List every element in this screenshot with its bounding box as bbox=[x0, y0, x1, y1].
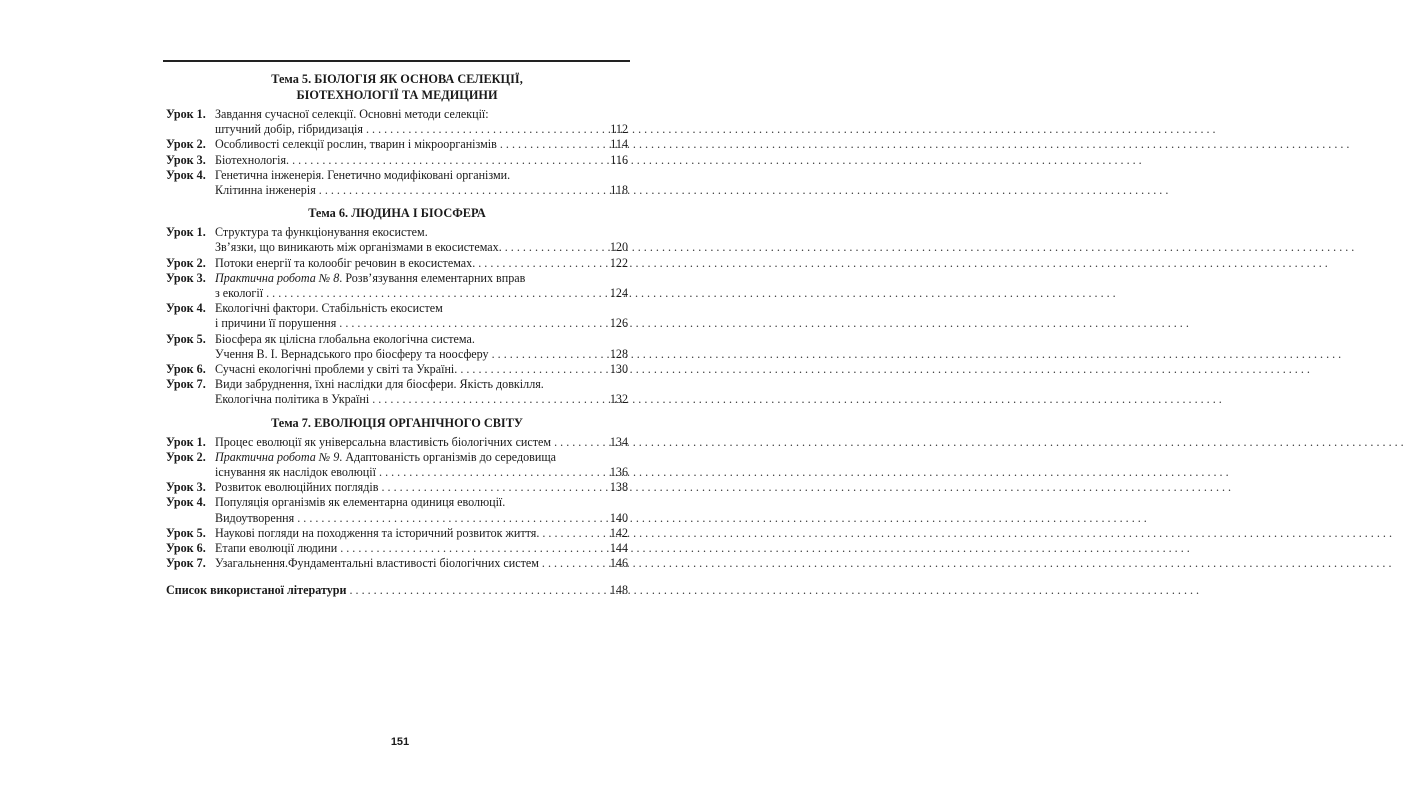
lesson-entry bbox=[166, 107, 628, 137]
lesson-page-number: 146 bbox=[609, 556, 628, 571]
lesson-label: Урок 2. bbox=[166, 137, 206, 152]
topic-title bbox=[166, 205, 628, 221]
lesson-text-part: . Адаптованість організмів до середовища bbox=[339, 449, 557, 464]
lesson-text-part: Учення В. І. Вернадського про біосферу та ноосферу bbox=[215, 346, 489, 361]
lesson-text bbox=[215, 556, 539, 571]
lesson-text-part: Процес еволюції як універсальна властивість біологічних систем bbox=[215, 434, 552, 449]
lesson-text-part: штучний добір, гібридизація bbox=[215, 122, 363, 137]
lesson-line bbox=[215, 465, 628, 480]
lesson-entry bbox=[166, 168, 628, 198]
lesson-line bbox=[215, 495, 628, 510]
dot-leader bbox=[339, 316, 607, 331]
dot-leader bbox=[500, 137, 607, 152]
lesson-line bbox=[215, 435, 628, 450]
lesson-text bbox=[215, 392, 369, 407]
lesson-label: Урок 7. bbox=[166, 556, 206, 571]
lesson-entry bbox=[166, 556, 628, 571]
lesson-text-part: Популяція організмів як елементарна одиниця еволюції. bbox=[215, 495, 506, 510]
lesson-entry bbox=[166, 377, 628, 407]
lesson-entry bbox=[166, 480, 628, 495]
lesson-text bbox=[215, 465, 376, 480]
page-number: 151 bbox=[390, 736, 410, 748]
dot-leader bbox=[460, 362, 607, 377]
lesson-label: Урок 2. bbox=[166, 255, 206, 270]
lesson-label: Урок 1. bbox=[166, 434, 206, 449]
lesson-text bbox=[215, 316, 336, 331]
lesson-text bbox=[215, 301, 443, 316]
lesson-label: Урок 3. bbox=[166, 270, 206, 285]
dot-leader bbox=[554, 435, 607, 450]
lesson-entry bbox=[166, 450, 628, 480]
lesson-line bbox=[215, 316, 628, 331]
topic-title-line: Тема 6. ЛЮДИНА І БІОСФЕРА bbox=[308, 206, 486, 221]
lesson-page-number: 112 bbox=[610, 122, 628, 137]
lesson-label: Урок 6. bbox=[166, 541, 206, 556]
lesson-entry bbox=[166, 526, 628, 541]
lesson-text-part: Сучасні екологічні проблеми у світі та Україні. bbox=[215, 362, 458, 377]
lesson-page-number: 130 bbox=[609, 362, 628, 377]
lesson-text bbox=[215, 122, 363, 137]
lesson-text-part: Узагальнення.Фундаментальні властивості біологічних систем bbox=[215, 556, 539, 571]
lesson-entry bbox=[166, 362, 628, 377]
lesson-line bbox=[215, 377, 628, 392]
lesson-label: Урок 5. bbox=[166, 331, 206, 346]
lesson-text bbox=[215, 240, 502, 255]
lesson-text bbox=[215, 347, 489, 362]
dot-leader bbox=[266, 286, 607, 301]
lesson-line bbox=[215, 256, 628, 271]
lesson-label: Урок 3. bbox=[166, 480, 206, 495]
dot-leader bbox=[379, 465, 607, 480]
lesson-text bbox=[215, 495, 505, 510]
lesson-text-part: Видоутворення bbox=[215, 510, 295, 525]
lesson-page-number: 126 bbox=[609, 316, 628, 331]
lesson-line bbox=[215, 168, 628, 183]
lesson-text-part: Структура та функціонування екосистем. bbox=[215, 225, 428, 240]
lesson-text-part: Клітинна інженерія bbox=[215, 183, 316, 198]
lesson-text-part: Наукові погляди на походження та історичний розвиток життя. bbox=[215, 525, 540, 540]
lesson-page-number: 116 bbox=[610, 152, 628, 167]
lesson-text bbox=[215, 377, 544, 392]
lesson-text bbox=[215, 332, 475, 347]
dot-leader bbox=[340, 541, 607, 556]
topic-title-line: Тема 5. БІОЛОГІЯ ЯК ОСНОВА СЕЛЕКЦІЇ, bbox=[271, 72, 523, 86]
lesson-text-part: з екології bbox=[215, 286, 264, 301]
lesson-text bbox=[215, 153, 289, 168]
lesson-text-part: Особливості селекції рослин, тварин і мікроорганізмів bbox=[215, 137, 497, 152]
lesson-page-number: 114 bbox=[610, 137, 628, 152]
lesson-text bbox=[215, 183, 316, 198]
lesson-label: Урок 2. bbox=[166, 449, 206, 464]
lesson-text bbox=[215, 107, 489, 122]
lesson-line bbox=[215, 480, 628, 495]
lesson-page-number: 134 bbox=[609, 434, 628, 449]
lesson-text-part: Потоки енергії та колообіг речовин в екосистемах. bbox=[215, 255, 476, 270]
lesson-page-number: 132 bbox=[609, 392, 628, 407]
lesson-label: Урок 1. bbox=[166, 225, 206, 240]
lesson-label: Урок 7. bbox=[166, 377, 206, 392]
lesson-page-number: 136 bbox=[609, 465, 628, 480]
lesson-line bbox=[215, 183, 628, 198]
dot-leader bbox=[478, 256, 607, 271]
lesson-line bbox=[215, 556, 628, 571]
lesson-label: Урок 6. bbox=[166, 362, 206, 377]
lesson-line bbox=[215, 332, 628, 347]
lesson-text-part: Генетична інженерія. Генетично модифіковані організми. bbox=[215, 167, 511, 182]
lesson-text-part: Розвиток еволюційних поглядів bbox=[215, 480, 379, 495]
lesson-line bbox=[215, 526, 628, 541]
dot-leader bbox=[319, 183, 608, 198]
lesson-text bbox=[215, 435, 551, 450]
lesson-page-number: 144 bbox=[609, 541, 628, 556]
lesson-entry bbox=[166, 435, 628, 450]
lesson-text-part: Біосфера як цілісна глобальна екологічна система. bbox=[215, 331, 475, 346]
lesson-page-number: 120 bbox=[609, 240, 628, 255]
practical-work-label: Практична робота № 8 bbox=[215, 270, 340, 285]
lesson-text bbox=[215, 526, 539, 541]
dot-leader bbox=[542, 556, 607, 571]
dot-leader bbox=[372, 392, 607, 407]
lesson-text bbox=[215, 168, 510, 183]
lesson-line bbox=[215, 107, 628, 122]
lesson-entry bbox=[166, 301, 628, 331]
dot-leader bbox=[492, 347, 607, 362]
lesson-page-number: 138 bbox=[609, 480, 628, 495]
lesson-line bbox=[215, 301, 628, 316]
topic-title-line: БІОТЕХНОЛОГІЇ ТА МЕДИЦИНИ bbox=[296, 88, 498, 102]
bibliography-entry bbox=[166, 583, 628, 598]
lesson-text bbox=[215, 511, 294, 526]
lesson-text-part: Завдання сучасної селекції. Основні методи селекції: bbox=[215, 107, 489, 121]
lesson-text-part: Екологічні фактори. Стабільність екосистем bbox=[215, 301, 443, 316]
bibliography-label: Список використаної літератури bbox=[166, 583, 347, 598]
dot-leader bbox=[292, 153, 607, 168]
lesson-text-part: Зв’язки, що виникають між організмами в екосистемах. bbox=[215, 240, 502, 255]
lesson-text bbox=[215, 225, 428, 240]
dot-leader bbox=[542, 526, 606, 541]
dot-leader bbox=[349, 583, 606, 598]
lesson-label: Урок 4. bbox=[166, 495, 206, 510]
practical-work-label: Практична робота № 9 bbox=[215, 449, 340, 464]
lesson-line bbox=[215, 137, 628, 152]
lesson-line bbox=[215, 122, 628, 137]
lesson-page-number: 118 bbox=[610, 183, 628, 198]
topic-title bbox=[166, 415, 628, 431]
lesson-page-number: 124 bbox=[609, 286, 628, 301]
lesson-entry bbox=[166, 332, 628, 362]
topic-title bbox=[166, 71, 628, 103]
lesson-text bbox=[215, 480, 378, 495]
table-of-contents bbox=[166, 69, 628, 599]
lesson-page-number: 122 bbox=[609, 255, 628, 270]
lesson-text bbox=[215, 271, 525, 286]
lesson-page-number: 142 bbox=[609, 525, 628, 540]
lesson-text bbox=[215, 256, 475, 271]
lesson-text-part: Екологічна політика в Україні bbox=[215, 392, 370, 407]
lesson-label: Урок 5. bbox=[166, 525, 206, 540]
lesson-line bbox=[215, 286, 628, 301]
dot-leader bbox=[297, 511, 607, 526]
lesson-text-part: Етапи еволюції людини bbox=[215, 541, 338, 556]
lesson-page-number: 128 bbox=[609, 346, 628, 361]
lesson-text bbox=[215, 137, 497, 152]
lesson-entry bbox=[166, 541, 628, 556]
dot-leader bbox=[381, 480, 606, 495]
dot-leader bbox=[366, 122, 607, 137]
lesson-label: Урок 1. bbox=[166, 107, 206, 121]
bibliography-page-number: 148 bbox=[609, 583, 628, 598]
lesson-line bbox=[215, 450, 628, 465]
lesson-label: Урок 3. bbox=[166, 152, 206, 167]
lesson-entry bbox=[166, 225, 628, 255]
lesson-line bbox=[215, 362, 628, 377]
lesson-text-part: Види забруднення, їхні наслідки для біосфери. Якість довкілля. bbox=[215, 377, 544, 392]
lesson-text bbox=[215, 450, 556, 465]
lesson-line bbox=[215, 511, 628, 526]
lesson-line bbox=[215, 541, 628, 556]
lesson-text bbox=[215, 362, 457, 377]
lesson-line bbox=[215, 153, 628, 168]
lesson-line bbox=[215, 225, 628, 240]
lesson-text-part: існування як наслідок еволюції bbox=[215, 465, 377, 480]
lesson-text bbox=[215, 286, 263, 301]
top-rule bbox=[163, 60, 630, 62]
lesson-line bbox=[215, 240, 628, 255]
lesson-entry bbox=[166, 271, 628, 301]
lesson-line bbox=[215, 392, 628, 407]
lesson-entry bbox=[166, 137, 628, 152]
lesson-line bbox=[215, 271, 628, 286]
lesson-label: Урок 4. bbox=[166, 167, 206, 182]
lesson-line bbox=[215, 347, 628, 362]
lesson-entry bbox=[166, 256, 628, 271]
dot-leader bbox=[505, 240, 607, 255]
lesson-label: Урок 4. bbox=[166, 301, 206, 316]
lesson-text-part: і причини її порушення bbox=[215, 316, 337, 331]
lesson-entry bbox=[166, 153, 628, 168]
lesson-text-part: . Розв’язування елементарних вправ bbox=[339, 270, 526, 285]
lesson-text-part: Біотехнологія. bbox=[215, 152, 290, 167]
topic-title-line: Тема 7. ЕВОЛЮЦІЯ ОРГАНІЧНОГО СВІТУ bbox=[271, 415, 523, 430]
lesson-entry bbox=[166, 495, 628, 525]
lesson-text bbox=[215, 541, 337, 556]
lesson-page-number: 140 bbox=[609, 510, 628, 525]
